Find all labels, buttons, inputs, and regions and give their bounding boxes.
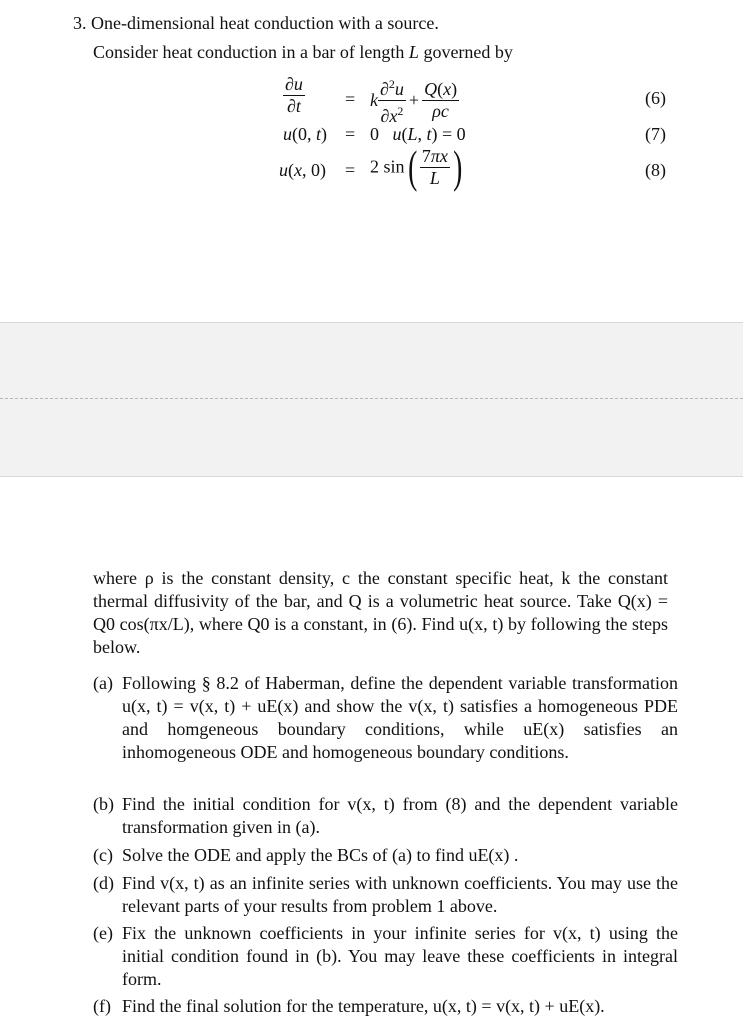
page-break-dashed-line	[0, 398, 743, 399]
problem-intro-visual: Consider heat conduction in a bar of length L governed by	[93, 42, 513, 62]
eq6-lhs-fraction: $\frac{\partial u}{\partial t}$	[285, 74, 303, 116]
step-text: Fix the unknown coefficients in your infinite series for v(x, t) using the initial condition found in (b). You may leave these coefficients in integral form.	[122, 923, 678, 989]
equation-6	[283, 74, 305, 117]
eq8-equals: =	[345, 160, 356, 180]
step-c	[93, 844, 678, 867]
step-label: (e)	[93, 923, 113, 943]
step-text: Following § 8.2 of Haberman, define the dependent variable transformation u(x, t) = v(x, t) + uE(x) and show the v(x, t) satisfies a homogeneous PDE and homgeneous boundary conditions, while uE(x) satisfies an inhomogeneous ODE and homogeneous boundary conditions.	[122, 673, 678, 762]
eq6-number: (6)	[645, 88, 666, 108]
eq8-rhs: 2 sin( $\frac{7\pi x}{L}$ )	[370, 141, 463, 192]
step-label: (f)	[93, 996, 111, 1016]
eq7-lhs: u(0, t)	[283, 124, 328, 144]
problem-title: 3. One-dimensional heat conduction with a source.	[73, 13, 439, 33]
step-text: Find the initial condition for v(x, t) from (8) and the dependent variable transformation given in (a).	[122, 794, 678, 837]
step-label: (c)	[93, 845, 113, 865]
step-text: Solve the ODE and apply the BCs of (a) to find uE(x) .	[122, 845, 519, 865]
eq6-equals: =	[345, 89, 356, 109]
step-f	[93, 995, 678, 1018]
eq8-number: (8)	[645, 160, 666, 180]
step-text: Find the final solution for the temperature, u(x, t) = v(x, t) + uE(x).	[122, 996, 605, 1016]
eq7-rhs: 0 u(L, t) = 0	[370, 124, 466, 144]
description-paragraph: where ρ is the constant density, c the constant specific heat, k the constant thermal diffusivity of the bar, and Q is a volumetric heat source. Take Q(x) = Q0 cos(πx/L), where Q0 is a constant, in (6). Find u(x, t) by following the steps below.	[93, 568, 668, 657]
step-label: (a)	[93, 673, 113, 693]
eq8-lhs: u(x, 0)	[279, 160, 326, 180]
step-a	[93, 672, 678, 764]
page-break-band	[0, 322, 743, 477]
step-b	[93, 793, 678, 839]
step-e	[93, 922, 678, 991]
eq6-rhs: k $\frac{\partial^2u}{\partial x^2}$ + $\frac{Q(x)}{\rho c}$	[370, 74, 459, 127]
step-text: Find v(x, t) as an infinite series with unknown coefficients. You may use the relevant parts of your results from problem 1 above.	[122, 873, 678, 916]
eq7-number: (7)	[645, 124, 666, 144]
step-label: (b)	[93, 794, 114, 814]
eq7-equals: =	[345, 124, 356, 144]
step-label: (d)	[93, 873, 114, 893]
step-d	[93, 872, 678, 918]
